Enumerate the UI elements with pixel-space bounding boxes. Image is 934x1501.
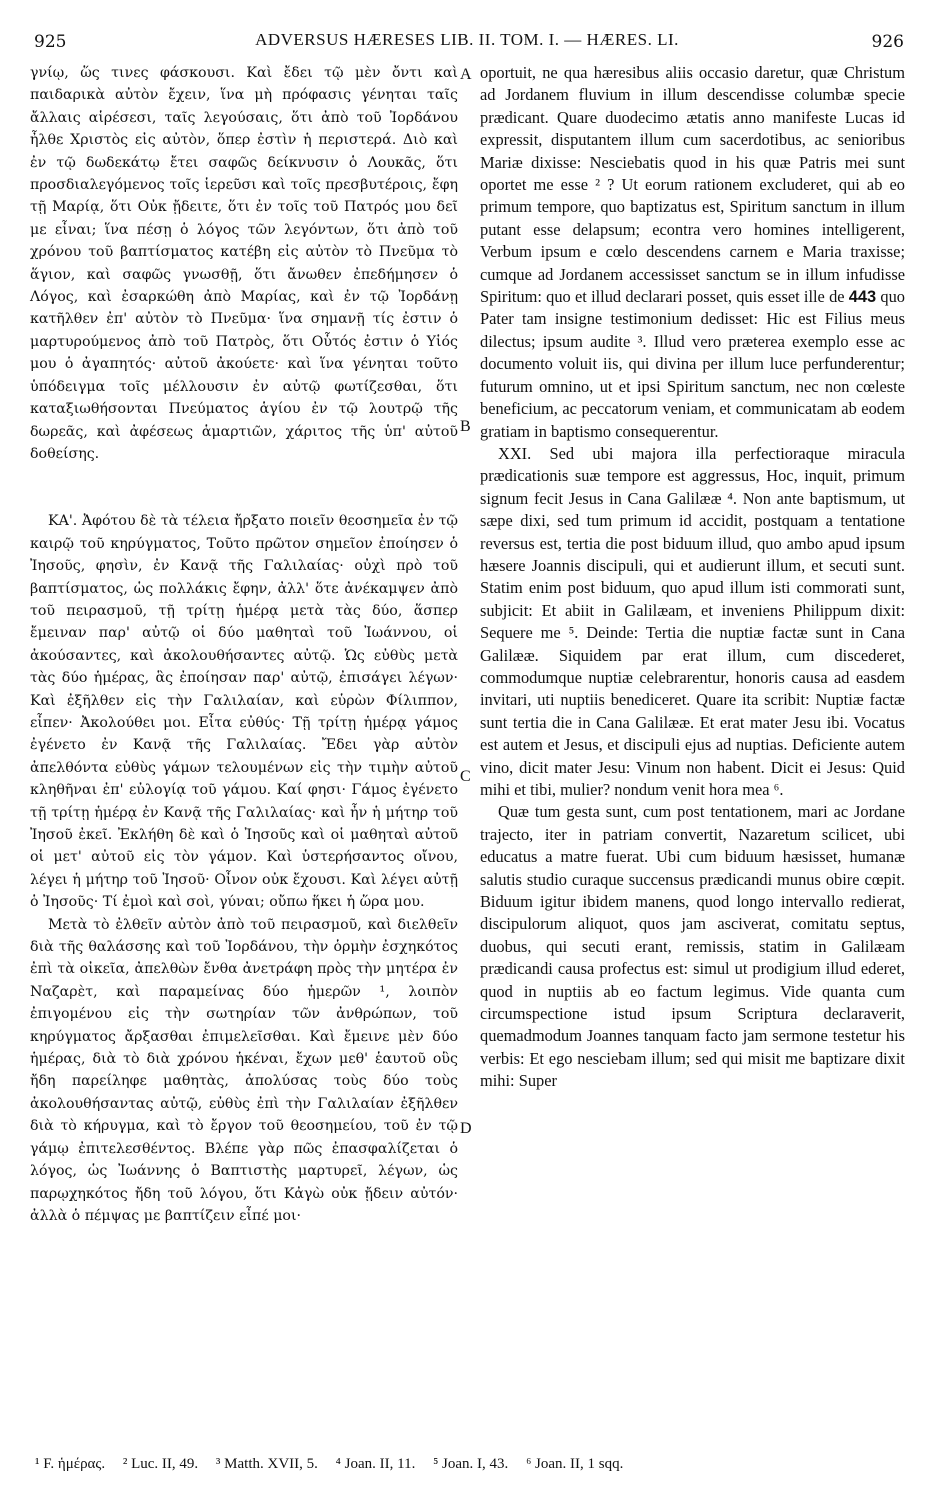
page-number-left: 925 [34,32,67,52]
footnote-6: ⁶ Joan. II, 1 sqq. [526,1456,624,1472]
margin-letter-d: D [460,1120,472,1137]
footnote-5: ⁵ Joan. I, 43. [433,1456,509,1472]
latin-paragraph-1a: oportuit, ne qua hæresibus aliis occasio daretur, quæ Christum ad Jordanem fluvium in illum descendisse columbæ specie prædicant. Quare duodecimo ætatis anno manifeste Lucas id expressit, disputantem illum cum sacerdotibus, ac senioribus Mariæ dixisse: Nesciebatis quod in his quæ Patris mei sunt oportet me esse ² ? Ut eorum rationem excluderet, qui ab eo primum tempore, quo baptizatus est, Spiritum sanctum in illum putant esse delapsum; econtra vero homines intelligerent, Verbum ipsum e cœlo descendens carnem e Maria traxisse; cumque ad Jordanem accessisset sanctum se in illum infudisse Spiritum: quo et illud declarari posset, quis esset ille de [480,63,905,307]
latin-paragraph-1 [480,62,905,443]
margin-letter-b: B [460,418,471,435]
greek-column [30,62,458,1227]
page-header [0,0,934,60]
page-number-right: 926 [871,32,904,52]
footnote-2: ² Luc. II, 49. [122,1456,199,1472]
margin-letter-c: C [460,768,471,785]
running-title: ADVERSUS HÆRESES LIB. II. TOM. I. — HÆRES. LI. [255,30,679,49]
footnote-1: ¹ F. ἡμέρας. [35,1456,106,1472]
greek-paragraph-2: ΚΑ'. Ἀφότου δὲ τὰ τέλεια ἤρξατο ποιεῖν θεοσημεῖα ἐν τῷ καιρῷ τοῦ κηρύγματος, Τοῦτο πρῶτον σημεῖον ἐποίησεν ὁ Ἰησοῦς, φησὶν, ἐν Κανᾷ τῆς Γαλιλαίας· οὐχὶ πρὸ τοῦ βαπτίσματος, ὡς πολλάκις ἔφην, ἀλλ' ὅτε ἀνέκαμψεν ἀπὸ τοῦ πειρασμοῦ, τῇ τρίτῃ ἡμέρᾳ μετὰ τὰς δύο, ἅσπερ ἔμειναν παρ' αὐτῷ οἱ δύο μαθηταὶ τοῦ Ἰωάννου, οἱ ἀκούσαντες, καὶ ἀκολουθήσαντες αὐτῷ. Ὡς εὐθὺς μετὰ τὰς δύο ἡμέρας, ἃς ἐποίησαν παρ' αὐτῷ, ἐπισάγει λέγων· Καὶ ἐξῆλθεν εἰς τὴν Γαλιλαίαν, καὶ εὑρὼν Φίλιππον, εἶπεν· Ἀκολούθει μοι. Εἶτα εὐθύς· Τῇ τρίτῃ ἡμέρᾳ γάμος ἐγένετο ἐν Κανᾷ τῆς Γαλιλαίας. Ἔδει γὰρ αὐτὸν ἀπελθόντα εὐθὺς γάμων τελουμένων εἰς τὴν τιμὴν αὐτοῦ κληθῆναι ἐπ' εὐλογίᾳ τοῦ γάμου. Καί φησι· Γάμος ἐγένετο τῇ τρίτῃ ἡμέρᾳ ἐν Κανᾷ τῆς Γαλιλαίας· καὶ ἦν ἡ μήτηρ τοῦ Ἰησοῦ ἐκεῖ. Ἐκλήθη δὲ καὶ ὁ Ἰησοῦς καὶ οἱ μαθηταὶ αὐτοῦ οἱ μετ' αὐτοῦ εἰς τὸν γάμον. Καὶ ὑστερήσαντος οἴνου, λέγει ἡ μήτηρ τοῦ Ἰησοῦ· Οἶνον οὐκ ἔχουσι. Καὶ λέγει αὐτῇ ὁ Ἰησοῦς· Τί ἐμοὶ καὶ σοὶ, γύναι; οὔπω ἥκει ἡ ὥρα μου. [30,513,458,911]
margin-letter-a: A [460,66,472,83]
footnote-3: ³ Matth. XVII, 5. [215,1456,318,1472]
column-marker: 443 [848,288,877,307]
footnote-4: ⁴ Joan. II, 11. [335,1456,416,1472]
footnotes [35,1456,915,1473]
greek-paragraph-1: γνίῳ, ὥς τινες φάσκουσι. Καὶ ἔδει τῷ μὲν ὄντι καὶ παιδαρικὰ αὐτὸν ἔχειν, ἵνα μὴ πρόφασις γένηται ταῖς ἄλλαις αἱρέσεσι, ταῖς λεγούσαις, ὅτι ἀπὸ τοῦ Ἰορδάνου ἦλθε Χριστὸς εἰς αὐτὸν, ὅπερ ἐστὶν ἡ περιστερά. Διὸ καὶ ἐν τῷ δωδεκάτῳ ἔτει σαφῶς δείκνυσιν ὁ Λουκᾶς, ὅτι προσδιαλεγόμενος τοῖς ἱερεῦσι καὶ τοῖς πρεσβυτέροις, ἔφη τῇ Μαρίᾳ, ὅτι Οὐκ ᾔδειτε, ὅτι ἐν τοῖς τοῦ Πατρός μου δεῖ με εἶναι; ἵνα πέσῃ ὁ λόγος τῶν λεγόντων, ὅτι ἀπὸ τοῦ χρόνου τοῦ βαπτίσματος κατέβη εἰς αὐτὸν τὸ Πνεῦμα τὸ ἅγιον, καὶ σαφῶς γνωσθῇ, ὅτι ἄνωθεν ἐπεδήμησεν ὁ Λόγος, καὶ ἐσαρκώθη ἀπὸ Μαρίας, καὶ ἐν τῷ Ἰορδάνῃ κατῆλθεν ἐπ' αὐτὸν τὸ Πνεῦμα· ἵνα σημανῇ τίς ἐστιν ὁ μαρτυρούμενος ἀπὸ τοῦ Πατρὸς, ὅτι Οὗτός ἐστιν ὁ Υἱός μου ὁ ἀγαπητός· αὐτοῦ ἀκούετε· καὶ ἵνα γένηται τοῦτο ὑπόδειγμα τοῖς μέλλουσιν ἐν αὐτῷ φωτίζεσθαι, ὅτι καταξιωθήσονται Πνεύματος ἁγίου ἐν τῷ λουτρῷ τῆς δωρεᾶς, καὶ ἀφέσεως ἁμαρτιῶν, χάριτος τῆς ὑπ' αὐτοῦ δοθείσης. [30,65,458,462]
latin-column [480,62,905,1093]
latin-paragraph-1b: quo Pater tam insigne testimonium dedisset: Hic est Filius meus dilectus; ipsum audite ³. Illud vero præterea exemplo esse ac documento voluit iis, qui divina per illum luce perfunderentur; futurum omnino, ut et ipsi Spiritum sanctum, nec non cœleste beneficium, ac peccatorum veniam, et communicatam ab eodem gratiam in baptismo consequerentur. [480,287,905,441]
latin-paragraph-2: XXI. Sed ubi majora illa perfectioraque miracula prædicationis suæ tempore est aggressus, Hoc, inquit, primum signum fecit Jesus in Cana Galilææ ⁴. Non ante baptismum, ut sæpe dixi, sed tum primum id accidit, postquam a tentatione reversus est, tertia die post biduum illud, quo ambo apud ipsum hæsere Joannis discipuli, qui et audierunt illum, et secuti sunt. Statim enim post biduum, quo apud illum isti commorati sunt, subjicit: Et abiit in Galilæam, et inveniens Philippum dixit: Sequere me ⁵. Deinde: Tertia die nuptiæ factæ sunt in Cana Galilææ. Siquidem par erat illum, cum discederet, commodumque nuptiæ celebrarentur, honoris causa ad easdem invitari, uti nuptiis benediceret. Quare ita scribit: Nuptiæ factæ sunt tertia die in Cana Galilææ. Et erat mater Jesu ibi. Vocatus est autem et Jesus, et discipuli ejus ad nuptias. Deficiente autem vino, dicit mater Jesu: Vinum non habent. Dicit ei Jesus: Quid mihi et tibi, mulier? nondum venit hora mea ⁶. [480,443,905,799]
latin-paragraph-3: Quæ tum gesta sunt, cum post tentationem, mari ac Jordane trajecto, iter in patriam convertit, Nazaretum scilicet, ubi educatus a matre fuerat. Ubi cum biduum hæsisset, humanæ salutis studio curaque succensus prædicandi munus obire cœpit. Biduum igitur ibidem manens, quod longo intervallo redierat, discipulorum aliquot, quos jam asciverat, comitatu septus, duobus, qui secuti erant, remissis, statim in Galilæam prædicandi causa profectus est: simul ut prodigium illud ederet, quod in nuptiis ab eo factum legimus. Vide quanta cum circumspectione istud ipsum Scriptura declaraverit, quemadmodum Joannes tanquam facto jam sermone testetur his verbis: Et ego nesciebam illum; sed qui misit me baptizare dixit mihi: Super [480,802,905,1091]
greek-paragraph-3: Μετὰ τὸ ἐλθεῖν αὐτὸν ἀπὸ τοῦ πειρασμοῦ, καὶ διελθεῖν διὰ τῆς θαλάσσης καὶ τοῦ Ἰορδάνου, τὴν ὁρμὴν ἐσχηκότος ἐπὶ τὰ οἰκεῖα, ἀπελθὼν ἔνθα ἀνετράφη πρὸς τὴν μητέρα ἐν Ναζαρὲτ, καὶ παραμείνας δύο ἡμερῶν ¹, λοιπὸν ἐπιγομένου εἰς τὴν σωτηρίαν τῶν ἀνθρώπων, τοῦ κηρύγματος ἄρξασθαι ἐπιμελεῖσθαι. Καὶ ἔμεινε μὲν δύο ἡμέρας, διὰ τὸ διὰ χρόνου ἡκέναι, ἔχων μεθ' ἑαυτοῦ οὓς ἤδη παρείληφε μαθητὰς, ἀπολύσας τοὺς δύο τοὺς ἀκολουθήσαντας αὐτῷ, εὐθὺς ἐπὶ τὴν Γαλιλαίαν ἐξῆλθεν διὰ τὸ κήρυγμα, καὶ τὸ ἔργον τοῦ θεοσημείου, τοῦ ἐν τῷ γάμῳ ἐπιτελεσθέντος. Βλέπε γὰρ πῶς ἐπασφαλίζεται ὁ λόγος, ὡς Ἰωάννης ὁ Βαπτιστὴς μαρτυρεῖ, λέγων, ὡς παρῳχηκότος ἤδη τοῦ λόγου, ὅτι Κἀγὼ οὐκ ᾔδειν αὐτόν· ἀλλὰ ὁ πέμψας με βαπτίζειν εἶπέ μοι· [30,916,458,1224]
